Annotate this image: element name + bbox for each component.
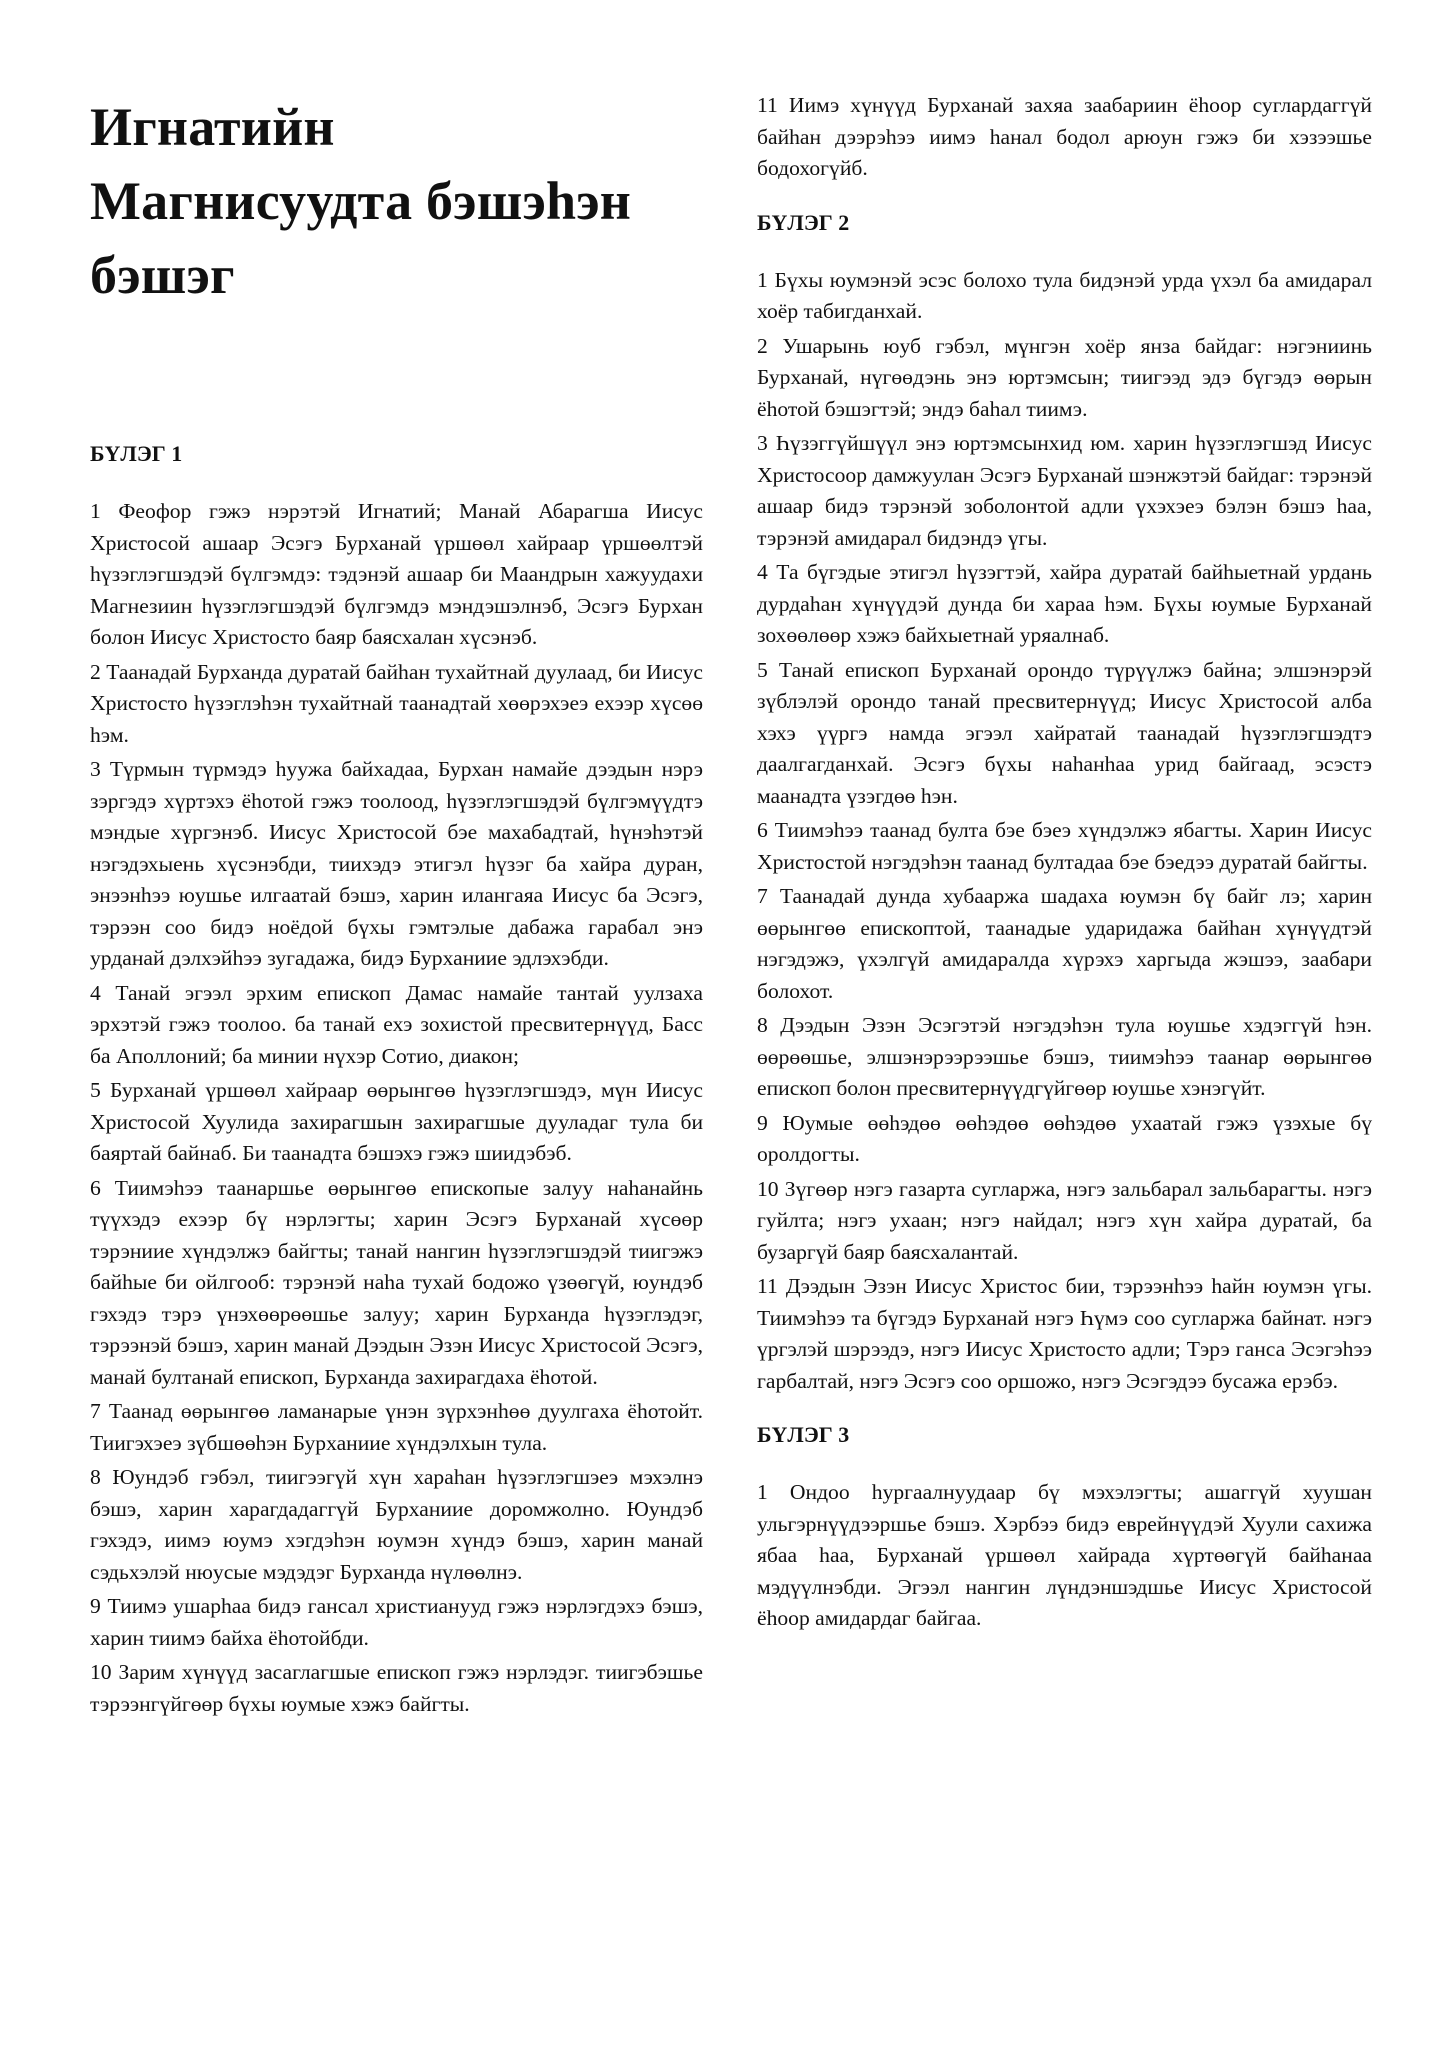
document-title	[90, 90, 703, 312]
verse-paragraph: 7 Таанадай дунда хубааржа шадаха юумэн бү байг лэ; харин өөрынгөө епископтой, таанадые ударидажа байһан хүнүүдтэй нэгэдэжэ, үхэлгүй амидаралда хүрэхэ харгыда жэшээ, заабари болохот.	[757, 884, 1372, 1003]
verse-paragraph: 3 Түрмын түрмэдэ һуужа байхадаа, Бурхан намайе дээдын нэрэ зэргэдэ хүртэхэ ёһотой гэжэ тоолоод, һүзэглэгшэдэй бүлгэмүүдтэ мэндые хүргэнэб. Иисус Христосой бэе махабадтай, һүнэһэтэй нэгэдэхыень хүсэнэбди, тиихэдэ этигэл һүзэг ба хайра дуран, энээнһээ юушье илгаатай бэшэ, харин илангаяа Иисус ба Эсэгэ, тэрээн соо бидэ ноёдой бүхы гэмтэлые дабажа гарабал энэ урданай дэлхэйһээ зугадажа, бидэ Бурханиие эдлэхэбди.	[90, 757, 703, 970]
verse-paragraph: 2 Таанадай Бурханда дуратай байһан тухайтнай дуулаад, би Иисус Христосто һүзэглэһэн тухайтнай таанадтай хөөрэхэеэ ехээр хүсөө һэм.	[90, 659, 703, 747]
chapter-heading: БҮЛЭГ 3	[757, 1422, 850, 1447]
verse-paragraph: 8 Дээдын Эзэн Эсэгэтэй нэгэдэһэн тула юушье хэдэггүй һэн. өөрөөшье, элшэнэрээрээшье бэшэ, тиимэһээ таанар өөрынгөө епископ болон пресвитернүүдгүйгөөр юушье хэнэгүйт.	[757, 1013, 1372, 1100]
verse-paragraph: 10 Зүгөөр нэгэ газарта сугларжа, нэгэ зальбарал зальбарагты. нэгэ гуйлта; нэгэ ухаан; нэгэ найдал; нэгэ хүн хайра дуратай, ба бузаргүй баяр баясхалантай.	[757, 1176, 1372, 1264]
verse-paragraph: 10 Зарим хүнүүд засаглагшые епископ гэжэ нэрлэдэг. тиигэбэшье тэрээнгүйгөөр бүхы юумые хэжэ байгты.	[90, 1660, 703, 1716]
verse-paragraph: 6 Тиимэһээ таанад булта бэе бэеэ хүндэлжэ ябагты. Харин Иисус Христостой нэгэдэһэн таанад бултадаа бэе бэедээ дуратай байгты.	[757, 818, 1372, 874]
verse-paragraph: 1 Феофор гэжэ нэрэтэй Игнатий; Манай Абарагша Иисус Христосой ашаар Эсэгэ Бурханай үршөөл хайраар үршөөлтэй һүзэглэгшэдэй бүлгэмдэ: тэдэнэй ашаар би Маандрын хажуудахи Магнезиин һүзэглэгшэдэй бүлгэмдэ мэндэшэлнэб, Эсэгэ Бурхан болон Иисус Христосто баяр баясхалан хүсэнэб.	[90, 499, 703, 649]
verse-paragraph: 9 Юумые өөһэдөө өөһэдөө өөһэдөө ухаатай гэжэ үзэхые бү оролдогты.	[757, 1110, 1372, 1166]
verse-paragraph: 4 Танай эгээл эрхим епископ Дамас намайе тантай уулзаха эрхэтэй гэжэ тоолоо. ба танай ехэ зохистой пресвитернүүд, Басс ба Аполлоний; ба минии нүхэр Сотио, диакон;	[90, 980, 703, 1068]
verse-paragraph: 7 Таанад өөрынгөө ламанарые үнэн зүрхэнһөө дуулгаха ёһотойт. Тиигэхэеэ зүбшөөһэн Бурханиие хүндэлхын тула.	[90, 1399, 703, 1455]
title-line: Магнисуудта бэшэһэн	[90, 171, 632, 231]
verse-paragraph: 5 Танай епископ Бурханай орондо түрүүлжэ байна; элшэнэрэй зүблэлэй орондо танай пресвитернүүд; Иисус Христосой алба хэхэ үүргэ намда эгээл хайратай таанадай һүзэглэгшэдтэ даалгагданхай. Эсэгэ бүхы наһанһаа урид байгаад, эсэстэ маанадта үзэгдөө һэн.	[757, 657, 1372, 808]
verse-paragraph: 8 Юундэб гэбэл, тиигээгүй хүн хараһан һүзэглэгшэеэ мэхэлнэ бэшэ, харин харагдадаггүй Бурханиие доромжолно. Юундэб гэхэдэ, иимэ юумэ хэгдэһэн юумэн хүндэ бэшэ, харин манай сэдьхэлэй нюусые мэдэдэг Бурханда нүлөөлнэ.	[90, 1465, 703, 1584]
verse-paragraph: 1 Ондоо һургаалнуудаар бү мэхэлэгты; ашаггүй хуушан ульгэрнүүдээршье бэшэ. Хэрбээ бидэ еврейнүүдэй Хуули сахижа ябаа һаа, Бурханай үршөөл хайрада хүртөөгүй байһанаа мэдүүлнэбди. Эгээл нангин лүндэншэдшье Иисус Христосой ёһоор амидардаг байгаа.	[757, 1480, 1372, 1630]
verse-paragraph: 2 Ушарынь юуб гэбэл, мүнгэн хоёр янза байдаг: нэгэниинь Бурханай, нүгөөдэнь энэ юртэмсын; тиигээд эдэ бүгэдэ өөрын ёһотой бэшэгтэй; эндэ баһал тиимэ.	[757, 333, 1372, 421]
verse-paragraph: 3 Һүзэггүйшүүл энэ юртэмсынхид юм. харин һүзэглэгшэд Иисус Христосоор дамжуулан Эсэгэ Бурханай шэнжэтэй байдаг: тэрэнэй ашаар бидэ тэрэнэй зоболонтой адли үхэхэеэ бэлэн бэшэ һаа, тэрэнэй амидарал бидэндэ үгы.	[757, 431, 1372, 550]
title-line: бэшэг	[90, 245, 235, 305]
verse-paragraph: 4 Та бүгэдые этигэл һүзэгтэй, хайра дуратай байһыетнай урдань дурдаһан хүнүүдэй дунда би хараа һэм. Бүхы юумые Бурханай зохөөлөөр хэжэ байхыетнай уряалнаб.	[757, 560, 1372, 647]
verse-paragraph: 6 Тиимэһээ таанаршье өөрынгөө епископые залуу наһанайнь түүхэдэ ехээр бү нэрлэгты; харин Эсэгэ Бурханай хүсөөр тэрэниие хүндэлжэ байгты; танай нангин һүзэглэгшэдэй тиигэжэ байһые би ойлгооб: тэрэнэй наһа тухай бодожо үзөөгүй, юундэб гэхэдэ тэрэ үнэхөөрөөшье залуу; харин Бурханда һүзэглэдэг, тэрээнэй бэшэ, харин манай Дээдын Эзэн Иисус Христосой Эсэгэ, манай бултанай епископ, Бурханда захирагдаха ёһотой.	[90, 1175, 703, 1389]
verse-paragraph: 9 Тиимэ ушарһаа бидэ гансал христианууд гэжэ нэрлэгдэхэ бэшэ, харин тиимэ байха ёһотойбди.	[90, 1594, 703, 1650]
verse-paragraph: 5 Бурханай үршөөл хайраар өөрынгөө һүзэглэгшэдэ, мүн Иисус Христосой Хуулида захирагшын захирагшые дууладаг тула би баяртай байнаб. Би таанадта бэшэхэ гэжэ шиидэбэб.	[90, 1078, 703, 1165]
right-column	[757, 90, 1372, 1638]
verse-paragraph: 1 Бүхы юумэнэй эсэс болохо тула бидэнэй урда үхэл ба амидарал хоёр табигданхай.	[757, 267, 1372, 323]
title-line: Игнатийн	[90, 97, 335, 157]
verse-paragraph: 11 Дээдын Эзэн Иисус Христос бии, тэрээнһээ һайн юумэн үгы. Тиимэһээ та бүгэдэ Бурханай нэгэ Һүмэ соо сугларжа байнат. нэгэ үргэлэй шэрээдэ, нэгэ Иисус Христосто адли; Тэрэ ганса Эсэгэһээ гарбалтай, нэгэ Эсэгэ соо оршожо, нэгэ Эсэгэдээ бусажа ерэбэ.	[757, 1274, 1372, 1393]
chapter-heading: БҮЛЭГ 1	[90, 441, 183, 466]
chapter-heading: БҮЛЭГ 2	[757, 209, 850, 235]
left-column	[90, 90, 703, 1723]
verse-paragraph: 11 Иимэ хүнүүд Бурханай захяа заабариин ёһоор суглардаггүй байһан дээрэһээ иимэ һанал бодол арюун гэжэ би хэзээшье бодохогүйб.	[757, 93, 1372, 180]
